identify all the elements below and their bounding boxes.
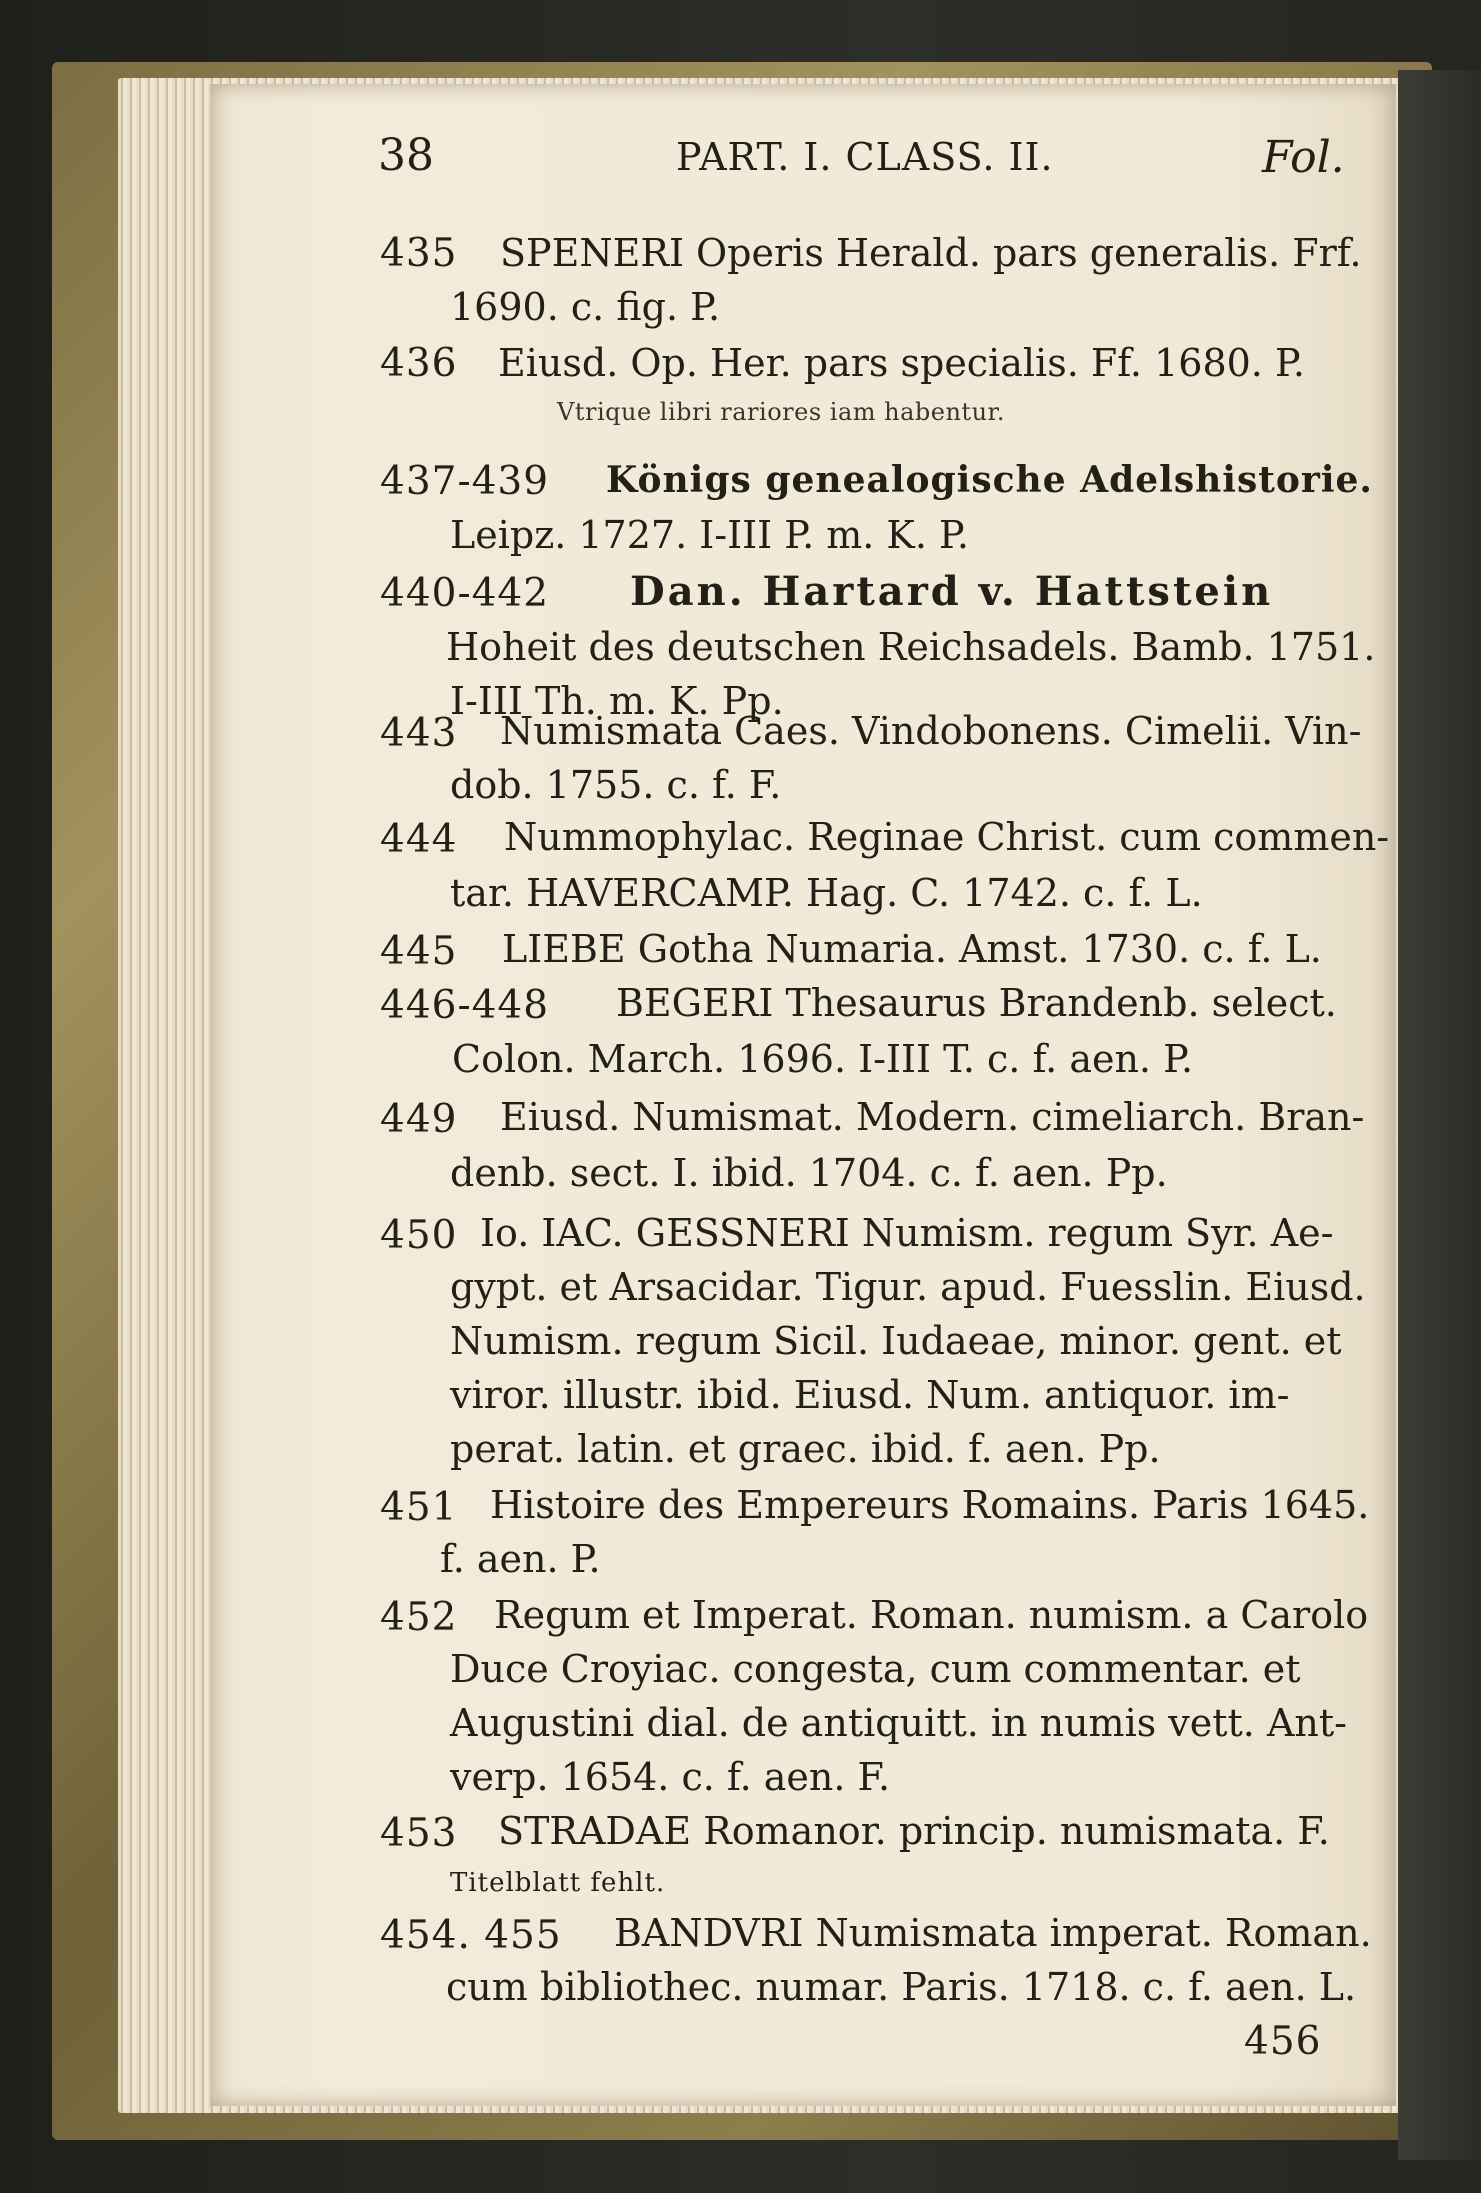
entry-line: Eiusd. Op. Her. pars specialis. Ff. 1680. P. (498, 341, 1305, 385)
page-number: 38 (378, 130, 434, 181)
entry-line: Königs genealogische Adelshistorie. (606, 459, 1373, 501)
entry-number: 452 (380, 1595, 458, 1640)
entry-line: Histoire des Empereurs Romains. Paris 1645. (490, 1483, 1370, 1527)
entry-number: 446-448 (380, 983, 550, 1028)
entry-line: tar. HAVERCAMP. Hag. C. 1742. c. f. L. (450, 871, 1203, 915)
entry-line: Nummophylac. Reginae Christ. cum commen- (504, 815, 1390, 859)
entry-number: 451 (380, 1485, 458, 1530)
entry-number: 450 (380, 1213, 458, 1258)
entry-number: 449 (380, 1097, 458, 1142)
entry-line: Hoheit des deutschen Reichsadels. Bamb. 1751. (446, 625, 1376, 669)
entry-line: Titelblatt fehlt. (450, 1868, 666, 1898)
entry-line: LIEBE Gotha Numaria. Amst. 1730. c. f. L. (502, 927, 1322, 971)
entry-line: I-III Th. m. K. Pp. (450, 679, 784, 723)
running-head: PART. I. CLASS. II. (676, 135, 1054, 179)
entry-line: 1690. c. fig. P. (450, 285, 721, 329)
entry-line: Colon. March. 1696. I-III T. c. f. aen. P. (452, 1037, 1194, 1081)
entry-number: 440-442 (380, 571, 550, 616)
entry-line: f. aen. P. (440, 1537, 601, 1581)
entry-line: Numismata Caes. Vindobonens. Cimelii. Vin- (500, 709, 1362, 753)
entry-number: 437-439 (380, 459, 550, 504)
entry-number: 443 (380, 711, 458, 756)
entry-line: STRADAE Romanor. princip. numismata. F. (498, 1809, 1330, 1853)
entry-line: BEGERI Thesaurus Brandenb. select. (616, 981, 1337, 1025)
entry-line: dob. 1755. c. f. F. (450, 763, 782, 807)
entry-number: 453 (380, 1811, 458, 1856)
catchword: 456 (1244, 2019, 1322, 2064)
entry-line: SPENERI Operis Herald. pars generalis. Frf. (500, 231, 1362, 275)
entry-line: cum bibliothec. numar. Paris. 1718. c. f. aen. L. (446, 1965, 1357, 2009)
facing-page-shadow (1398, 70, 1481, 2160)
entry-line: Io. IAC. GESSNERI Numism. regum Syr. Ae- (480, 1211, 1334, 1255)
entry-line: denb. sect. I. ibid. 1704. c. f. aen. Pp. (450, 1151, 1168, 1195)
entry-number: 435 (380, 231, 458, 276)
entry-note: Vtrique libri rariores iam habentur. (557, 398, 1005, 426)
entry-line: Regum et Imperat. Roman. numism. a Carolo (494, 1593, 1369, 1637)
entry-number: 444 (380, 817, 458, 862)
entry-line: Augustini dial. de antiquitt. in numis vett. Ant- (450, 1701, 1347, 1745)
entry-line: Dan. Hartard v. Hattstein (630, 568, 1274, 615)
entry-line: Leipz. 1727. I-III P. m. K. P. (450, 513, 969, 557)
entry-line: Duce Croyiac. congesta, cum commentar. et (450, 1647, 1301, 1691)
entry-line: Eiusd. Numismat. Modern. cimeliarch. Bran- (500, 1095, 1365, 1139)
entry-line: viror. illustr. ibid. Eiusd. Num. antiquor. im- (450, 1373, 1290, 1417)
entry-line: verp. 1654. c. f. aen. F. (450, 1755, 891, 1799)
entry-line: BANDVRI Numismata imperat. Roman. (614, 1911, 1372, 1955)
entry-line: Numism. regum Sicil. Iudaeae, minor. gent. et (450, 1319, 1342, 1363)
entry-line: perat. latin. et graec. ibid. f. aen. Pp. (450, 1427, 1161, 1471)
format-label: Fol. (1262, 132, 1345, 183)
entry-number: 454. 455 (380, 1913, 562, 1958)
entry-line: gypt. et Arsacidar. Tigur. apud. Fuesslin. Eiusd. (450, 1265, 1366, 1309)
entry-number: 436 (380, 341, 458, 386)
entry-number: 445 (380, 929, 458, 974)
